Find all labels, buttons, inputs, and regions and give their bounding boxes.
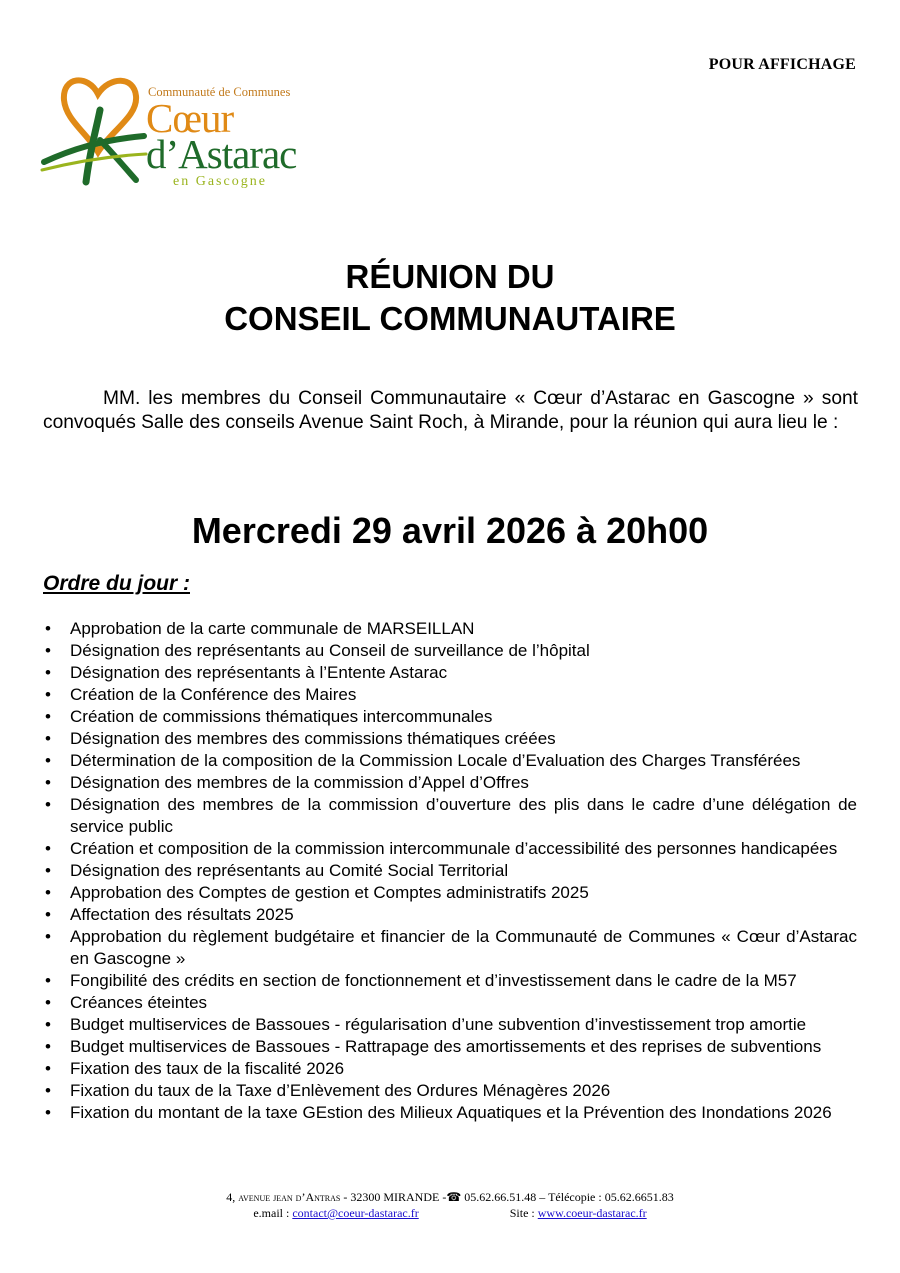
agenda-item-text: Désignation des membres de la commission d’ouverture des plis dans le cadre d’une délégation de service public [70,795,857,836]
agenda-item [43,904,857,926]
bullet-icon: • [45,773,51,792]
footer-address-city: - 32300 MIRANDE - [343,1190,447,1204]
agenda-item-text: Fixation du montant de la taxe GEstion des Milieux Aquatiques et la Prévention des Inondations 2026 [70,1103,832,1122]
logo-word-gascogne: en Gascogne [173,174,267,189]
agenda-item-text: Désignation des représentants au Comité Social Territorial [70,861,509,880]
bullet-icon: • [45,663,51,682]
agenda-heading: Ordre du jour : [43,572,190,595]
footer-address-number: 4, [226,1190,236,1204]
bullet-icon: • [45,1103,51,1122]
agenda-item-text: Affectation des résultats 2025 [70,905,294,924]
agenda-item [43,838,857,860]
footer-contact [0,1205,900,1221]
agenda-item [43,1080,857,1102]
bullet-icon: • [45,1037,51,1056]
footer-site-label: Site : [509,1206,535,1220]
footer-email-link[interactable]: contact@coeur-dastarac.fr [292,1206,419,1220]
footer-site-link[interactable]: www.coeur-dastarac.fr [537,1206,647,1220]
bullet-icon: • [45,795,51,814]
agenda-item [43,794,857,838]
bullet-icon: • [45,619,51,638]
agenda-item [43,1036,857,1058]
bullet-icon: • [45,861,51,880]
bullet-icon: • [45,839,51,858]
phone-icon: ☎ [446,1190,462,1204]
agenda-item-text: Approbation du règlement budgétaire et financier de la Communauté de Communes « Cœur d’Astarac en Gascogne » [70,927,857,968]
bullet-icon: • [45,971,51,990]
logo-subtitle: Communauté de Communes [148,85,291,99]
agenda-item-text: Désignation des représentants à l’Entente Astarac [70,663,448,682]
convocation-paragraph: MM. les membres du Conseil Communautaire « Cœur d’Astarac en Gascogne » sont convoqués Salle des conseils Avenue Saint Roch, à Mirande, pour la réunion qui aura lieu le : [43,388,858,433]
agenda-item [43,750,857,772]
logo-word-astarac: d’Astarac [146,131,297,177]
agenda-item [43,970,857,992]
agenda-item-text: Créances éteintes [70,993,208,1012]
agenda-item-text: Approbation de la carte communale de MARSEILLAN [70,619,475,638]
agenda-item-text: Budget multiservices de Bassoues - régularisation d’une subvention d’investissement trop amortie [70,1015,807,1034]
agenda-item [43,1014,857,1036]
bullet-icon: • [45,729,51,748]
agenda-item [43,618,857,640]
footer-address-street: avenue jean d’Antras [238,1190,341,1204]
bullet-icon: • [45,1059,51,1078]
agenda-item-text: Désignation des représentants au Conseil de surveillance de l’hôpital [70,641,590,660]
meeting-date: Mercredi 29 avril 2026 à 20h00 [191,510,709,551]
agenda-item-text: Détermination de la composition de la Commission Locale d’Evaluation des Charges Transférées [70,751,801,770]
agenda-item-text: Création de commissions thématiques intercommunales [70,707,493,726]
agenda-item-text: Fongibilité des crédits en section de fonctionnement et d’investissement dans le cadre de la M57 [70,971,797,990]
bullet-icon: • [45,993,51,1012]
agenda-item-text: Création de la Conférence des Maires [70,685,357,704]
page-title-line2: CONSEIL COMMUNAUTAIRE [224,300,676,337]
agenda-item-text: Création et composition de la commission intercommunale d’accessibilité des personnes handicapées [70,839,838,858]
agenda-item-text: Fixation du taux de la Taxe d’Enlèvement des Ordures Ménagères 2026 [70,1081,611,1100]
agenda-item-text: Désignation des membres de la commission d’Appel d’Offres [70,773,529,792]
bullet-icon: • [45,927,51,946]
agenda-item [43,926,857,970]
bullet-icon: • [45,685,51,704]
agenda-item [43,1102,857,1124]
footer-email-label: e.mail : [253,1206,290,1220]
agenda-item [43,772,857,794]
footer [0,1189,900,1221]
posting-label: POUR AFFICHAGE [708,56,856,73]
agenda-list [43,618,857,1124]
agenda-item [43,684,857,706]
agenda-item-text: Budget multiservices de Bassoues - Rattrapage des amortissements et des reprises de subventions [70,1037,822,1056]
logo-word-coeur: Cœur [146,95,234,141]
bullet-icon: • [45,905,51,924]
agenda-item [43,728,857,750]
bullet-icon: • [45,1081,51,1100]
logo-heart-icon [40,70,150,195]
agenda-item [43,882,857,904]
footer-phone: 05.62.66.51.48 – Télécopie : 05.62.6651.83 [464,1190,674,1204]
agenda-item-text: Désignation des membres des commissions thématiques créées [70,729,556,748]
page-title-line1: RÉUNION DU [345,258,555,295]
agenda-item [43,860,857,882]
bullet-icon: • [45,641,51,660]
bullet-icon: • [45,707,51,726]
bullet-icon: • [45,1015,51,1034]
footer-address [0,1189,900,1205]
agenda-item [43,992,857,1014]
bullet-icon: • [45,883,51,902]
agenda-item [43,640,857,662]
agenda-item [43,1058,857,1080]
agenda-item [43,706,857,728]
agenda-item [43,662,857,684]
logo [40,70,330,195]
bullet-icon: • [45,751,51,770]
agenda-item-text: Fixation des taux de la fiscalité 2026 [70,1059,345,1078]
agenda-item-text: Approbation des Comptes de gestion et Comptes administratifs 2025 [70,883,589,902]
